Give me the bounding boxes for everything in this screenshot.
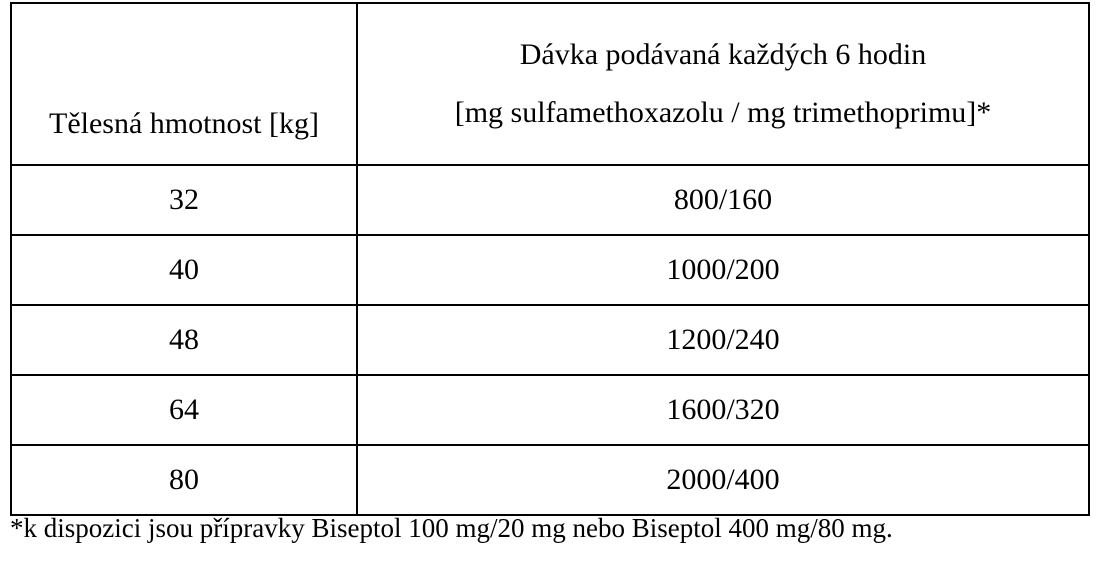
table-row [11,445,1089,515]
table-header-row [11,3,1089,165]
dose-cell: 1000/200 [357,235,1089,305]
header-dose-line-2: [mg sulfamethoxazolu / mg trimethoprimu]* [454,96,992,129]
weight-cell: 40 [11,235,357,305]
table-row [11,305,1089,375]
table-row [11,375,1089,445]
dose-cell: 1200/240 [357,305,1089,375]
header-body-weight: Tělesná hmotnost [kg] [11,3,357,165]
weight-cell: 48 [11,305,357,375]
table-row [11,165,1089,235]
header-dose-line-1: Dávka podávaná každých 6 hodin [519,38,927,71]
dose-cell: 2000/400 [357,445,1089,515]
weight-cell: 80 [11,445,357,515]
header-dose [357,3,1089,165]
weight-cell: 64 [11,375,357,445]
weight-cell: 32 [11,165,357,235]
table-row [11,235,1089,305]
dosage-table [10,2,1090,516]
footnote: *k dispozici jsou přípravky Biseptol 100 mg/20 mg nebo Biseptol 400 mg/80 mg. [10,513,893,543]
dose-cell: 1600/320 [357,375,1089,445]
dose-cell: 800/160 [357,165,1089,235]
